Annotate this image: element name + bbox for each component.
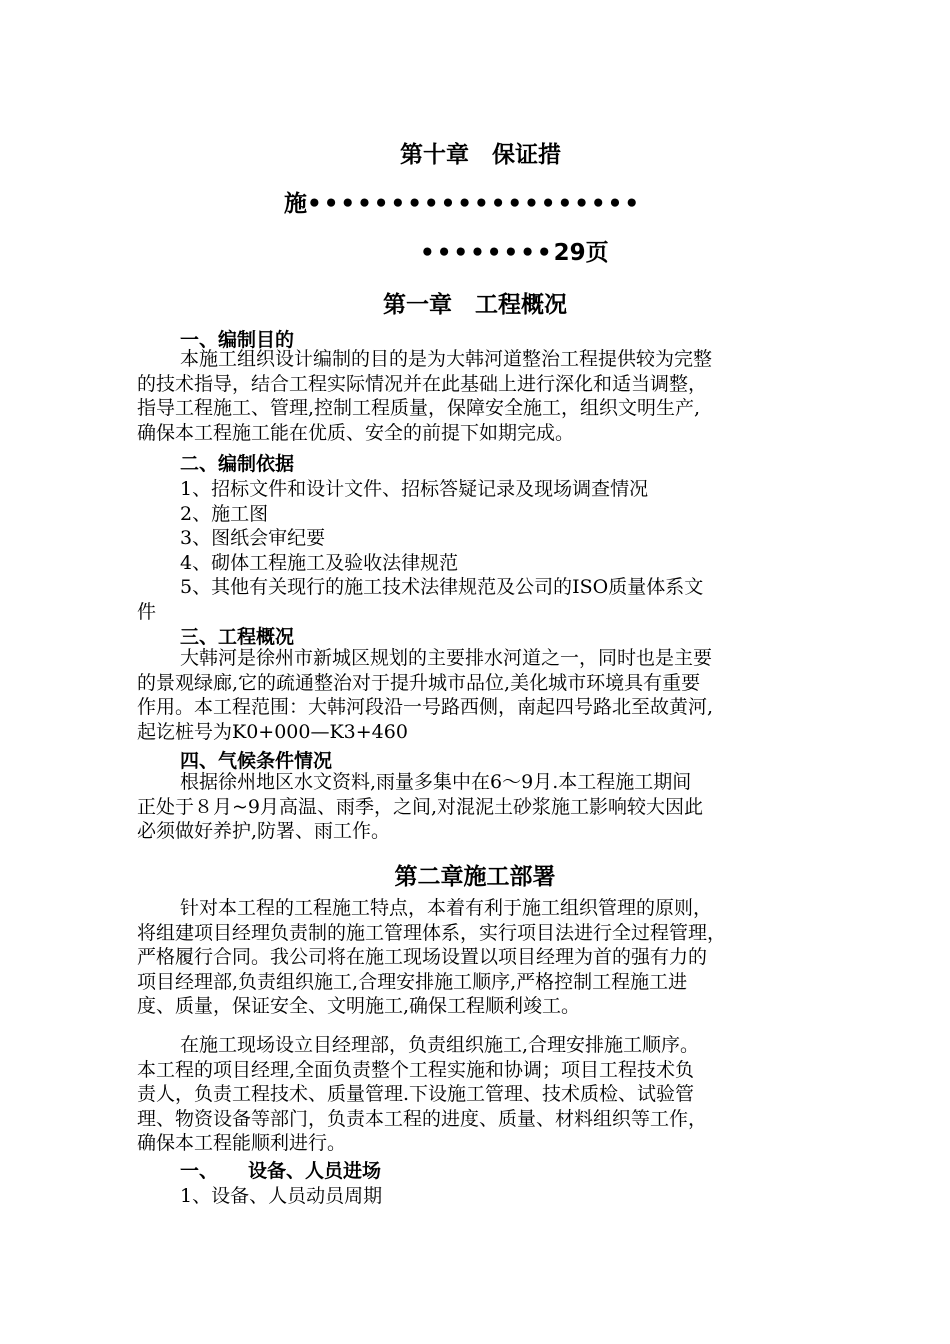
paragraph-line: 的技术指导，结合工程实际情况并在此基础上进行深化和适当调整， bbox=[137, 372, 708, 395]
list-item: 1、招标文件和设计文件、招标答疑记录及现场调查情况 bbox=[180, 478, 649, 500]
list-item: 5、其他有关现行的施工技术法律规范及公司的ISO质量体系文 bbox=[180, 576, 704, 598]
section-heading: 一、编制目的 bbox=[180, 329, 295, 351]
section-heading: 四、气候条件情况 bbox=[180, 750, 333, 772]
list-item: 2、施工图 bbox=[180, 503, 269, 525]
paragraph-line: 理、物资设备等部门，负责本工程的进度、质量、材料组织等工作， bbox=[137, 1107, 708, 1130]
section-heading: 三、工程概况 bbox=[180, 626, 295, 648]
paragraph bbox=[137, 896, 817, 1019]
paragraph-line: 责人，负责工程技术、质量管理.下设施工管理、技术质检、试验管 bbox=[137, 1083, 695, 1105]
paragraph bbox=[137, 770, 817, 844]
paragraph-line: 严格履行合同。我公司将在施工现场设置以项目经理为首的强有力的 bbox=[137, 946, 708, 968]
list-item: 3、图纸会审纪要 bbox=[180, 527, 326, 549]
toc-leader-dots: •••••••••••••••••••• bbox=[307, 191, 642, 217]
toc-leader-dots: •••••••• bbox=[420, 240, 554, 266]
paragraph bbox=[137, 646, 817, 744]
toc-entry-chapter10-line3 bbox=[420, 234, 609, 267]
chapter-title: 第二章施工部署 bbox=[394, 864, 556, 890]
paragraph-line: 度、质量，保证安全、文明施工,确保工程顺利竣工。 bbox=[137, 995, 581, 1017]
list-item-continuation: 件 bbox=[137, 601, 157, 623]
list-item: 4、砌体工程施工及验收法律规范 bbox=[180, 552, 459, 574]
paragraph-line: 作用。本工程范围：大韩河段沿一号路西侧，南起四号路北至故黄河, bbox=[137, 696, 714, 718]
toc-entry-chapter10-line1: 第十章 保证措 bbox=[400, 142, 561, 168]
chapter-title: 第一章 工程概况 bbox=[383, 292, 567, 318]
paragraph-line: 必须做好养护,防署、雨工作。 bbox=[137, 820, 391, 842]
toc-entry-text: 施 bbox=[284, 191, 307, 217]
paragraph-line: 根据徐州地区水文资料,雨量多集中在6～9月.本工程施工期间 bbox=[180, 771, 692, 793]
section-heading bbox=[180, 1156, 381, 1183]
section-heading: 二、编制依据 bbox=[180, 453, 295, 475]
section-title-text: 设备、人员进场 bbox=[248, 1160, 382, 1182]
paragraph-line: 起讫桩号为K0+000—K3+460 bbox=[137, 720, 408, 743]
paragraph-line: 项目经理部,负责组织施工,合理安排施工顺序,严格控制工程施工进 bbox=[137, 970, 688, 993]
toc-page-number: 29页 bbox=[553, 240, 609, 266]
toc-entry-chapter10-line2 bbox=[284, 185, 641, 218]
paragraph-line: 的景观绿廊,它的疏通整治对于提升城市品位,美化城市环境具有重要 bbox=[137, 671, 701, 694]
paragraph-line: 正处于８月~9月高温、雨季，之间,对混泥土砂浆施工影响较大因此 bbox=[137, 795, 704, 818]
paragraph-line: 针对本工程的工程施工特点，本着有利于施工组织管理的原则， bbox=[180, 897, 713, 919]
list-item: 1、设备、人员动员周期 bbox=[180, 1185, 383, 1207]
paragraph-line: 将组建项目经理负责制的施工管理体系，实行项目法进行全过程管理， bbox=[137, 921, 727, 944]
paragraph-line: 大韩河是徐州市新城区规划的主要排水河道之一，同时也是主要 bbox=[180, 647, 713, 669]
paragraph bbox=[137, 1033, 817, 1156]
paragraph-line: 在施工现场设立目经理部，负责组织施工,合理安排施工顺序。 bbox=[180, 1034, 700, 1056]
paragraph bbox=[137, 347, 817, 445]
paragraph-line: 本施工组织设计编制的目的是为大韩河道整治工程提供较为完整 bbox=[180, 348, 713, 370]
section-number: 一、 bbox=[180, 1160, 219, 1182]
paragraph-line: 指导工程施工、管理,控制工程质量，保障安全施工，组织文明生产, bbox=[137, 397, 701, 419]
paragraph-line: 本工程的项目经理,全面负责整个工程实施和协调；项目工程技术负 bbox=[137, 1058, 695, 1081]
paragraph-line: 确保本工程施工能在优质、安全的前提下如期完成。 bbox=[137, 421, 575, 444]
paragraph-line: 确保本工程能顺利进行。 bbox=[137, 1132, 347, 1154]
